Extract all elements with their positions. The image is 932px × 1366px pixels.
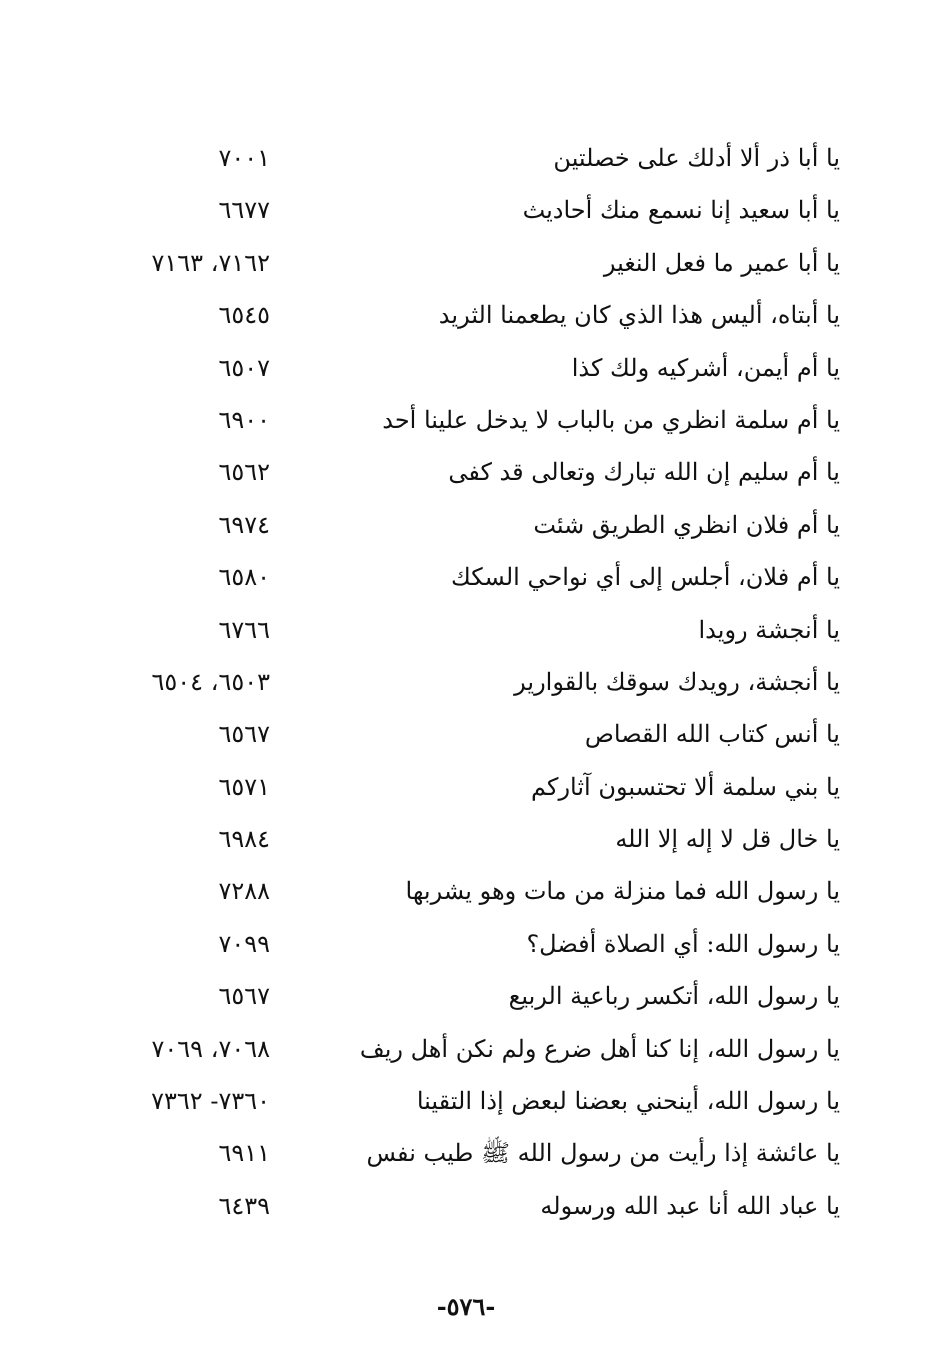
index-entry — [150, 865, 840, 917]
index-entry — [150, 132, 840, 184]
index-entry — [150, 551, 840, 603]
entry-hadith-numbers: ٦٩١١ — [218, 1139, 270, 1168]
entry-hadith-numbers: ٦٩٨٤ — [218, 825, 270, 854]
index-entry — [150, 499, 840, 551]
page-number: -٥٧٦- — [436, 1292, 496, 1321]
index-entry — [150, 656, 840, 708]
entry-text: يا رسول الله، أتكسر رباعية الربيع — [508, 982, 840, 1011]
entry-text: يا عباد الله أنا عبد الله ورسوله — [540, 1191, 840, 1220]
entry-hadith-numbers: ٦٤٣٩ — [218, 1191, 270, 1220]
index-entry — [150, 342, 840, 394]
entry-text: يا بني سلمة ألا تحتسبون آثاركم — [531, 772, 840, 801]
entry-text: يا أبا عمير ما فعل النغير — [603, 248, 840, 277]
entry-text: يا خال قل لا إله إلا الله — [615, 825, 840, 854]
entry-hadith-numbers: ٦٥٠٧ — [218, 353, 270, 382]
index-entry — [150, 970, 840, 1022]
entry-text: يا أم سلمة انظري من بالباب لا يدخل علينا أحد — [382, 405, 840, 434]
entry-hadith-numbers: ٦٥٧١ — [218, 772, 270, 801]
entry-hadith-numbers: ٧٢٨٨ — [218, 877, 270, 906]
entry-hadith-numbers: ٦٥٦٢ — [218, 458, 270, 487]
entry-text: يا عائشة إذا رأيت من رسول الله ﷺ طيب نفس — [366, 1139, 840, 1168]
entry-hadith-numbers: ٧٠٦٨، ٧٠٦٩ — [151, 1034, 270, 1063]
index-entry — [150, 1180, 840, 1232]
index-entry — [150, 813, 840, 865]
entry-hadith-numbers: ٦٥٠٣، ٦٥٠٤ — [151, 667, 270, 696]
index-entry — [150, 237, 840, 289]
index-entry — [150, 918, 840, 970]
entry-text: يا أبتاه، أليس هذا الذي كان يطعمنا الثريد — [438, 301, 840, 330]
entry-text: يا أبا ذر ألا أدلك على خصلتين — [553, 144, 840, 172]
index-entry — [150, 1127, 840, 1179]
entry-hadith-numbers: ٦٥٦٧ — [218, 720, 270, 749]
entry-text: يا أبا سعيد إنا نسمع منك أحاديث — [522, 196, 840, 225]
entry-hadith-numbers: ٦٩٧٤ — [218, 510, 270, 539]
index-entry — [150, 394, 840, 446]
entry-text: يا رسول الله، إنا كنا أهل ضرع ولم نكن أهل ريف — [359, 1034, 840, 1063]
entry-hadith-numbers: ٦٩٠٠ — [218, 405, 270, 434]
entry-text: يا أم فلان، أجلس إلى أي نواحي السكك — [450, 563, 840, 592]
entry-hadith-numbers: ٧٠٠١ — [218, 144, 270, 172]
entry-text: يا أنجشة، رويدك سوقك بالقوارير — [514, 667, 840, 696]
entry-hadith-numbers: ٦٥٨٠ — [218, 563, 270, 592]
index-entry — [150, 446, 840, 498]
entry-hadith-numbers: ٦٧٦٦ — [218, 615, 270, 644]
entry-text: يا أم سليم إن الله تبارك وتعالى قد كفى — [448, 458, 840, 487]
index-entry — [150, 289, 840, 341]
index-entry — [150, 708, 840, 760]
entry-text: يا رسول الله فما منزلة من مات وهو يشربها — [405, 877, 840, 906]
entry-hadith-numbers: ٦٥٤٥ — [218, 301, 270, 330]
entry-text: يا أم أيمن، أشركيه ولك كذا — [571, 353, 840, 382]
entry-text: يا رسول الله، أينحني بعضنا لبعض إذا التقينا — [416, 1087, 840, 1116]
entry-hadith-numbers: ٦٦٧٧ — [218, 196, 270, 225]
entry-text: يا أم فلان انظري الطريق شئت — [533, 510, 840, 539]
index-entry — [150, 1075, 840, 1127]
index-entries — [150, 132, 840, 1232]
entry-text: يا رسول الله: أي الصلاة أفضل؟ — [526, 929, 840, 958]
index-entry — [150, 604, 840, 656]
index-entry — [150, 761, 840, 813]
index-entry — [150, 184, 840, 236]
entry-hadith-numbers: ٧٣٦٠- ٧٣٦٢ — [151, 1087, 270, 1116]
entry-text: يا أنجشة رويدا — [698, 615, 840, 644]
entry-hadith-numbers: ٦٥٦٧ — [218, 982, 270, 1011]
entry-text: يا أنس كتاب الله القصاص — [584, 720, 840, 749]
entry-hadith-numbers: ٧٠٩٩ — [218, 929, 270, 958]
entry-hadith-numbers: ٧١٦٢، ٧١٦٣ — [151, 248, 270, 277]
index-entry — [150, 1023, 840, 1075]
